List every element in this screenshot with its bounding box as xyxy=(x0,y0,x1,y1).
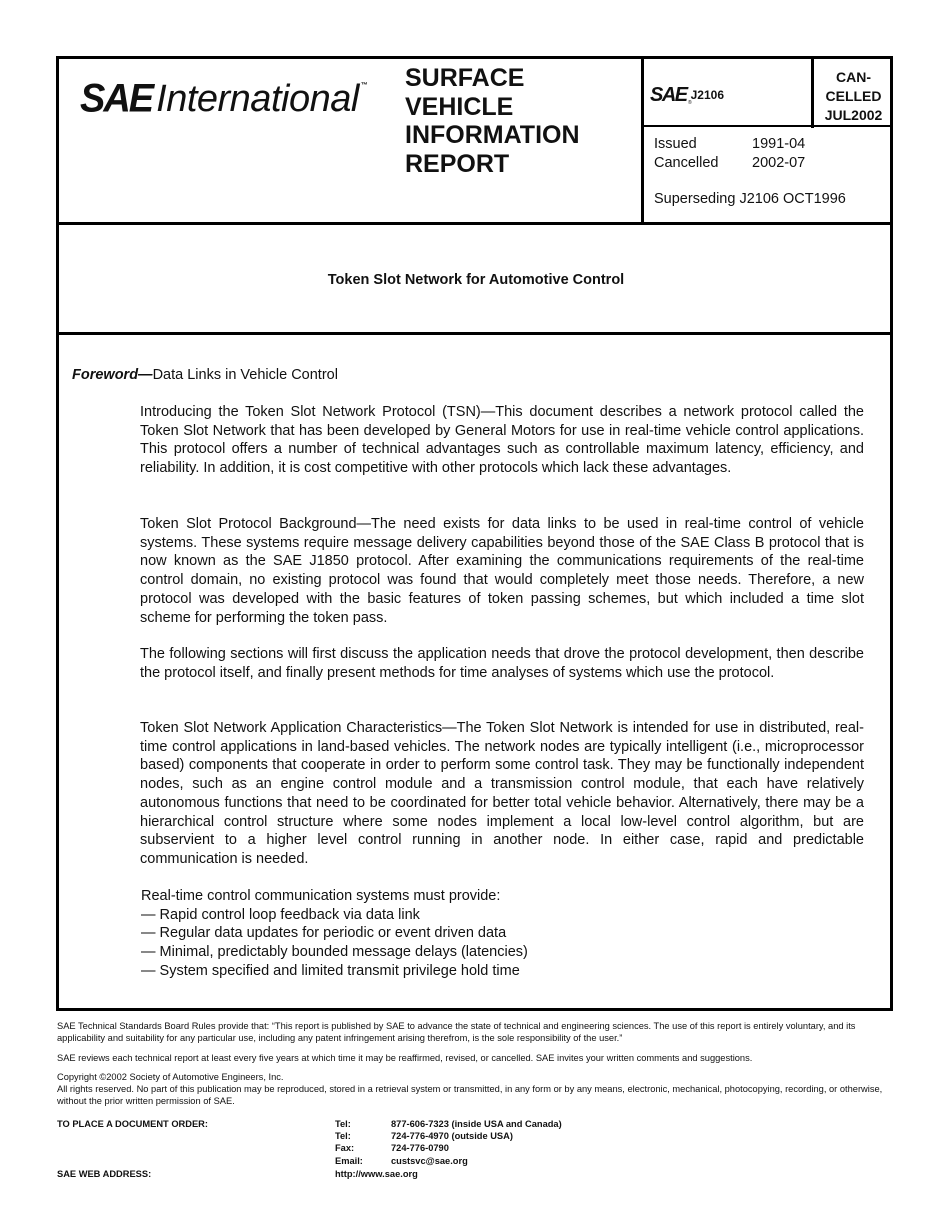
status-line: JUL2002 xyxy=(824,107,883,123)
logo-sae-wordmark: SAE xyxy=(80,76,153,122)
doc-number: J2106 xyxy=(690,88,724,102)
registered-symbol: ® xyxy=(688,100,692,106)
board-rules-note: SAE Technical Standards Board Rules provide that: “This report is published by SAE to advance the state of technical and engineering sciences. The use of this report is entirely voluntary, and its applicability and suitability for any particular use, including any patent infringement arising therefrom, is the sole responsibility of the user.” xyxy=(57,1021,856,1043)
contact-type: Email: xyxy=(335,1155,363,1166)
body-paragraph: Token Slot Protocol Background—The need exists for data links to be used in real-time control of vehicle systems. These systems require message delivery capabilities beyond those of the SAE Class B protocol that is now known as the SAE J1850 protocol. After examining the communications requirements of the real-time control domain, no existing protocol was found that would completely meet those needs. Therefore, a new protocol was developed with the basic features of token passing schemes, but which included a time slot scheme for performing the token pass. xyxy=(140,516,864,626)
list-item: — Minimal, predictably bounded message delays (latencies) xyxy=(141,944,528,961)
contact-type: Tel: xyxy=(335,1131,351,1142)
review-note: SAE reviews each technical report at least every five years at which time it may be reaffirmed, revised, or cancelled. SAE invites your written comments and suggestions. xyxy=(57,1053,753,1063)
foreword-text: Data Links in Vehicle Control xyxy=(152,367,338,383)
web-address-label: SAE WEB ADDRESS: xyxy=(57,1169,152,1179)
mini-sae-logo: SAE xyxy=(650,84,687,106)
document-dates xyxy=(654,135,805,173)
header-divider xyxy=(56,222,893,225)
cancelled-label: Cancelled xyxy=(654,155,719,171)
issued-value: 1991-04 xyxy=(752,136,806,152)
report-type xyxy=(405,64,635,178)
foreword-label: Foreword— xyxy=(72,367,153,383)
order-label: TO PLACE A DOCUMENT ORDER: xyxy=(57,1119,208,1129)
title-divider xyxy=(56,332,893,335)
trademark-symbol: ™ xyxy=(360,82,368,89)
foreword-heading xyxy=(72,367,338,383)
status-badge xyxy=(814,68,893,125)
cancelled-value: 2002-07 xyxy=(752,155,806,171)
report-type-line: SURFACE xyxy=(405,64,525,92)
header-column-divider xyxy=(641,56,644,224)
copyright-note: Copyright ©2002 Society of Automotive Engineers, Inc. xyxy=(57,1072,284,1082)
list-item: — Regular data updates for periodic or event driven data xyxy=(141,925,507,942)
cancelled-row xyxy=(654,154,805,173)
report-type-line: REPORT xyxy=(405,149,510,178)
report-type-line: VEHICLE xyxy=(405,92,514,121)
issued-row xyxy=(654,135,805,154)
body-paragraph: The following sections will first discuss the application needs that drove the protocol development, then describe the protocol itself, and finally present methods for time analyses of systems which use the protocol. xyxy=(140,646,864,681)
contact-type: Tel: xyxy=(335,1119,351,1129)
contact-values xyxy=(391,1118,562,1167)
web-address-link[interactable]: http://www.sae.org xyxy=(335,1169,418,1179)
superseding-note: Superseding J2106 OCT1996 xyxy=(654,191,846,207)
contact-value: 724-776-4970 (outside USA) xyxy=(391,1131,513,1142)
issued-label: Issued xyxy=(654,136,697,152)
requirements-list xyxy=(141,887,528,981)
status-line: CAN- xyxy=(836,69,871,85)
doc-number-divider xyxy=(641,125,893,127)
body-paragraph: Token Slot Network Application Characteristics—The Token Slot Network is intended for use in distributed, real-time control applications in land-based vehicles. The network nodes are typically intelligent (i.e., microprocessor based) components that cooperate in order to perform some control task. They may be functionally independent nodes, such as an engine control module and a transmission control module, that each have relatively autonomous functions that need to be coordinated for better total vehicle behavior. Alternatively, there may be a hierarchical control structure where some nodes implement a local low-level control algorithm, but are subservient to a higher level control running in another node. In either case, rapid and predictable communication is needed. xyxy=(140,720,864,867)
rights-note: All rights reserved. No part of this publication may be reproduced, stored in a retrieval system or transmitted, in any form or by any means, electronic, mechanical, photocopying, recording, or otherwise, without the prior written permission of SAE. xyxy=(57,1084,883,1106)
contact-type: Fax: xyxy=(335,1143,355,1154)
contact-types xyxy=(335,1118,363,1167)
logo-international-text: International xyxy=(156,78,359,120)
body-paragraph: Introducing the Token Slot Network Protocol (TSN)—This document describes a network protocol called the Token Slot Network that has been developed by General Motors for use in real-time vehicle control applications. This protocol offers a number of technical advantages such as controllable maximum latency, efficiency, and reliability. In addition, it is cost competitive with other protocols which lack these advantages. xyxy=(140,404,864,477)
sae-international-logo xyxy=(80,76,368,126)
contact-value: 877-606-7323 (inside USA and Canada) xyxy=(391,1119,562,1129)
contact-value: 724-776-0790 xyxy=(391,1143,449,1154)
list-item: — System specified and limited transmit privilege hold time xyxy=(141,962,520,979)
email-link[interactable]: custsvc@sae.org xyxy=(391,1155,468,1166)
requirements-intro: Real-time control communication systems must provide: xyxy=(141,888,501,904)
list-item: — Rapid control loop feedback via data link xyxy=(141,906,420,923)
doc-number-block xyxy=(650,84,724,106)
report-type-line: INFORMATION xyxy=(405,121,580,149)
status-line: CELLED xyxy=(825,88,882,104)
document-title: Token Slot Network for Automotive Control xyxy=(327,272,625,288)
